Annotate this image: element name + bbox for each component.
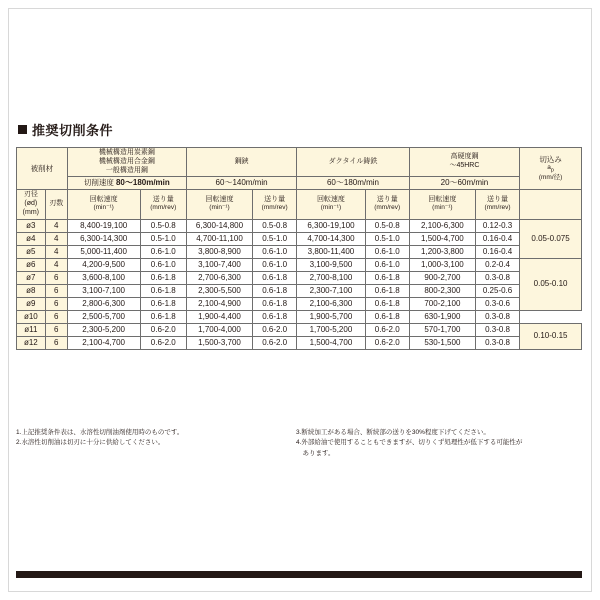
cell-feed: 0.6-1.8 <box>365 271 409 284</box>
cell-flutes: 4 <box>45 219 67 232</box>
cell-rpm: 2,700-8,100 <box>297 271 365 284</box>
header-depth <box>520 148 582 190</box>
cell-rpm: 1,900-5,700 <box>297 310 365 323</box>
cutting-conditions-table <box>16 147 582 350</box>
table-row <box>17 323 582 336</box>
cell-flutes: 6 <box>45 323 67 336</box>
cell-feed: 0.5-0.8 <box>253 219 297 232</box>
cell-feed: 0.3-0.8 <box>475 310 519 323</box>
header-feed-3: 送り量 (mm/rev) <box>475 190 519 219</box>
cell-diameter: ø7 <box>17 271 46 284</box>
cell-flutes: 6 <box>45 310 67 323</box>
header-speed-value-0: 80～180m/min <box>115 178 170 188</box>
header-group-3: 高硬度鋼 ～45HRC <box>409 148 519 177</box>
header-speed-1: 60～140m/min <box>186 177 296 190</box>
table-header-materials <box>17 148 582 177</box>
cell-rpm: 1,500-4,700 <box>409 232 475 245</box>
cell-rpm: 2,300-5,500 <box>186 284 252 297</box>
cell-rpm: 4,200-9,500 <box>67 258 140 271</box>
cell-feed: 0.16-0.4 <box>475 245 519 258</box>
cell-rpm: 4,700-14,300 <box>297 232 365 245</box>
cell-feed: 0.6-1.8 <box>140 297 186 310</box>
cell-feed: 0.6-1.0 <box>140 245 186 258</box>
note-item: 2.水溶性切削油は切刃に十分に供給してください。 <box>16 439 165 447</box>
cell-feed: 0.25-0.6 <box>475 284 519 297</box>
cell-flutes: 6 <box>45 297 67 310</box>
cell-rpm: 6,300-14,800 <box>186 219 252 232</box>
note-item: 3.断続加工がある場合、断続部の送りを30%程度下げてください。 <box>296 429 490 436</box>
notes-section <box>16 428 582 459</box>
cell-feed: 0.6-2.0 <box>253 336 297 349</box>
header-speed-label: 切削速度 <box>83 178 114 188</box>
cell-diameter: ø10 <box>17 310 46 323</box>
table-header-columns <box>17 190 582 219</box>
cell-feed: 0.6-2.0 <box>140 336 186 349</box>
cell-rpm: 2,100-4,700 <box>67 336 140 349</box>
header-diameter: 刃径 (ød) (mm) <box>17 190 46 219</box>
header-rpm-1: 回転速度 (min⁻¹) <box>186 190 252 219</box>
cell-rpm: 2,800-6,300 <box>67 297 140 310</box>
cell-rpm: 3,600-8,100 <box>67 271 140 284</box>
table-row <box>17 310 582 323</box>
cell-feed: 0.6-1.0 <box>365 245 409 258</box>
cell-feed: 0.6-1.8 <box>140 310 186 323</box>
cell-feed: 0.5-0.8 <box>365 219 409 232</box>
note-item: 4.外部給油で使用することもできますが、切りくず処理性が低下する可能性が <box>296 439 523 447</box>
cell-feed: 0.6-1.8 <box>253 297 297 310</box>
cell-feed: 0.12-0.3 <box>475 219 519 232</box>
cell-feed: 0.5-0.8 <box>140 219 186 232</box>
cell-rpm: 3,800-8,900 <box>186 245 252 258</box>
cell-feed: 0.6-1.8 <box>253 271 297 284</box>
cell-feed: 0.6-2.0 <box>365 323 409 336</box>
cell-rpm: 3,100-7,400 <box>186 258 252 271</box>
page-title <box>18 120 584 139</box>
table-row <box>17 336 582 349</box>
cell-feed: 0.3-0.6 <box>475 297 519 310</box>
table-row <box>17 245 582 258</box>
table-row <box>17 258 582 271</box>
header-depth-spacer <box>520 190 582 219</box>
cell-rpm: 4,700-11,100 <box>186 232 252 245</box>
cell-rpm: 6,300-19,100 <box>297 219 365 232</box>
cell-feed: 0.6-1.0 <box>253 258 297 271</box>
cell-flutes: 4 <box>45 245 67 258</box>
cell-rpm: 2,100-4,900 <box>186 297 252 310</box>
header-depth-label: 切込み <box>539 154 562 164</box>
header-feed-0: 送り量 (mm/rev) <box>140 190 186 219</box>
cell-diameter: ø12 <box>17 336 46 349</box>
cell-rpm: 1,700-4,000 <box>186 323 252 336</box>
header-rpm-2: 回転速度 (min⁻¹) <box>297 190 365 219</box>
cell-rpm: 5,000-11,400 <box>67 245 140 258</box>
cell-rpm: 2,300-7,100 <box>297 284 365 297</box>
cell-rpm: 3,100-7,100 <box>67 284 140 297</box>
bullet-square-icon <box>18 125 27 134</box>
footer-bar <box>16 571 582 578</box>
cell-depth: 0.05-0.075 <box>520 219 582 258</box>
header-speed-0 <box>67 177 186 190</box>
cell-feed: 0.6-1.8 <box>140 271 186 284</box>
cell-rpm: 1,900-4,400 <box>186 310 252 323</box>
cell-rpm: 1,700-5,200 <box>297 323 365 336</box>
cell-depth: 0.10-0.15 <box>520 323 582 349</box>
header-feed-2: 送り量 (mm/rev) <box>365 190 409 219</box>
header-material-label: 被削材 <box>17 148 68 190</box>
header-group-0: 機械構造用炭素鋼 機械構造用合金鋼 一般構造用鋼 <box>67 148 186 177</box>
cell-feed: 0.6-2.0 <box>365 336 409 349</box>
header-speed-2: 60～180m/min <box>297 177 410 190</box>
cell-feed: 0.6-1.8 <box>253 310 297 323</box>
cell-feed: 0.6-1.0 <box>365 258 409 271</box>
cell-diameter: ø11 <box>17 323 46 336</box>
cell-feed: 0.6-1.0 <box>253 245 297 258</box>
header-rpm-0: 回転速度 (min⁻¹) <box>67 190 140 219</box>
header-feed-1: 送り量 (mm/rev) <box>253 190 297 219</box>
cell-feed: 0.6-2.0 <box>253 323 297 336</box>
cell-feed: 0.2-0.4 <box>475 258 519 271</box>
cell-flutes: 4 <box>45 258 67 271</box>
cell-feed: 0.5-1.0 <box>365 232 409 245</box>
cell-depth: 0.05-0.10 <box>520 258 582 310</box>
header-group-2: ダクタイル鋳鉄 <box>297 148 410 177</box>
cell-rpm: 570-1,700 <box>409 323 475 336</box>
cell-feed: 0.5-1.0 <box>253 232 297 245</box>
cell-diameter: ø4 <box>17 232 46 245</box>
cell-feed: 0.6-1.8 <box>253 284 297 297</box>
cell-feed: 0.16-0.4 <box>475 232 519 245</box>
cell-flutes: 6 <box>45 271 67 284</box>
cell-rpm: 700-2,100 <box>409 297 475 310</box>
cell-feed: 0.5-1.0 <box>140 232 186 245</box>
header-group-1: 鋼鋏 <box>186 148 296 177</box>
note-item: あります。 <box>296 449 335 457</box>
table-header-speeds <box>17 177 582 190</box>
cell-rpm: 1,200-3,800 <box>409 245 475 258</box>
cell-feed: 0.3-0.8 <box>475 336 519 349</box>
cell-diameter: ø3 <box>17 219 46 232</box>
cell-rpm: 630-1,900 <box>409 310 475 323</box>
cell-feed: 0.6-1.8 <box>365 310 409 323</box>
cell-rpm: 2,700-6,300 <box>186 271 252 284</box>
cell-feed: 0.6-1.8 <box>365 297 409 310</box>
cell-feed: 0.6-1.0 <box>140 258 186 271</box>
cell-rpm: 8,400-19,100 <box>67 219 140 232</box>
cell-rpm: 1,500-4,700 <box>297 336 365 349</box>
cell-diameter: ø9 <box>17 297 46 310</box>
cell-rpm: 2,100-6,300 <box>297 297 365 310</box>
cell-rpm: 530-1,500 <box>409 336 475 349</box>
cell-feed: 0.6-1.8 <box>140 284 186 297</box>
table-row <box>17 219 582 232</box>
table-row <box>17 232 582 245</box>
table-row <box>17 284 582 297</box>
table-row <box>17 297 582 310</box>
cell-rpm: 800-2,300 <box>409 284 475 297</box>
header-rpm-3: 回転速度 (min⁻¹) <box>409 190 475 219</box>
cell-diameter: ø5 <box>17 245 46 258</box>
content-area <box>16 120 584 350</box>
cell-feed: 0.6-1.8 <box>365 284 409 297</box>
header-flutes: 刃数 <box>45 190 67 219</box>
page-title-text: 推奨切削条件 <box>32 123 114 138</box>
note-item: 1.上記推奨条件表は、水溶性切削油剤使用時のものです。 <box>16 429 184 436</box>
cell-feed: 0.6-2.0 <box>140 323 186 336</box>
cell-rpm: 2,300-5,200 <box>67 323 140 336</box>
cell-rpm: 1,500-3,700 <box>186 336 252 349</box>
notes-left <box>16 428 296 449</box>
cell-flutes: 6 <box>45 284 67 297</box>
table-body <box>17 219 582 349</box>
header-speed-3: 20～60m/min <box>409 177 519 190</box>
cell-rpm: 1,000-3,100 <box>409 258 475 271</box>
cell-rpm: 2,100-6,300 <box>409 219 475 232</box>
cell-rpm: 2,500-5,700 <box>67 310 140 323</box>
cell-rpm: 3,800-11,400 <box>297 245 365 258</box>
cell-feed: 0.3-0.8 <box>475 323 519 336</box>
cell-flutes: 6 <box>45 336 67 349</box>
cell-rpm: 3,100-9,500 <box>297 258 365 271</box>
notes-right <box>296 428 576 459</box>
table-row <box>17 271 582 284</box>
cell-rpm: 6,300-14,300 <box>67 232 140 245</box>
cell-rpm: 900-2,700 <box>409 271 475 284</box>
cell-flutes: 4 <box>45 232 67 245</box>
cell-diameter: ø8 <box>17 284 46 297</box>
cell-diameter: ø6 <box>17 258 46 271</box>
cell-feed: 0.3-0.8 <box>475 271 519 284</box>
header-depth-unit: $a_p$ (mm/径) <box>538 164 563 182</box>
